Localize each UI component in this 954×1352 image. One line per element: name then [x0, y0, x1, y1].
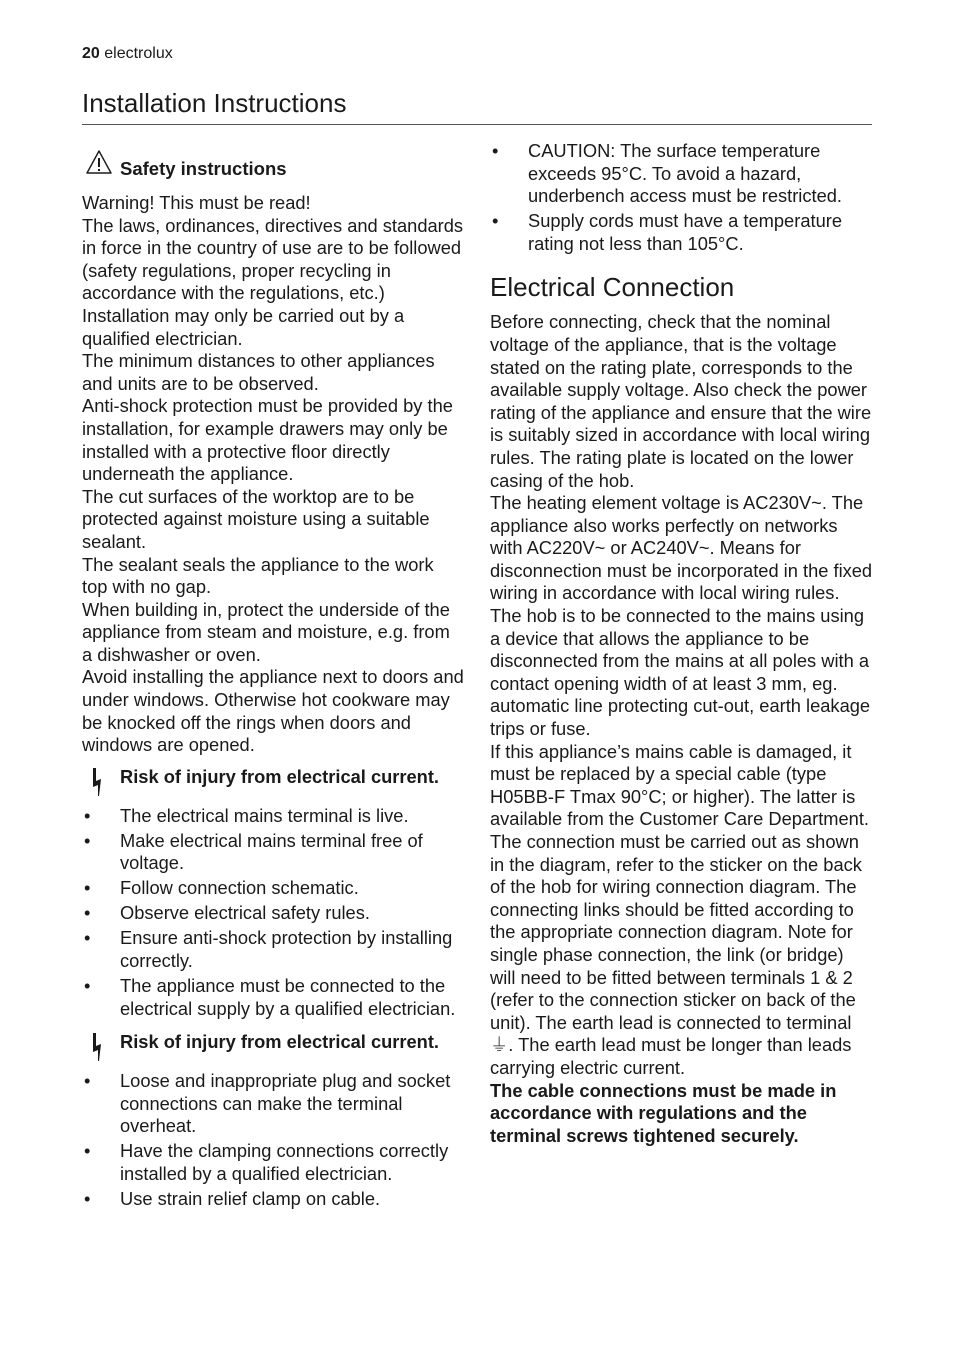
list-item: • Make electrical mains terminal free of voltage. [82, 830, 464, 875]
warning-1-list [82, 805, 464, 1020]
caution-list [490, 140, 874, 255]
page-number: 20 [82, 45, 100, 62]
warning-triangle-icon [85, 149, 113, 175]
intro-line-1: Warning! This must be read! [82, 192, 311, 213]
warning-1-heading [82, 766, 464, 803]
intro-line-5: Anti-shock protection must be provided by the installation, for example drawers may only be installed with a protective floor directly underneath the appliance. [82, 395, 453, 485]
list-item: • Follow connection schematic. [82, 877, 464, 900]
safety-heading: Safety instructions [120, 158, 287, 179]
intro-line-8: When building in, protect the underside of the appliance from steam and moisture, e.g. from a dishwasher or oven. [82, 598, 450, 665]
list-item: • CAUTION: The surface temperature exceeds 95°C. To avoid a hazard, underbench access must be restricted. [490, 140, 874, 208]
warning-1-title: Risk of injury from electrical current. [120, 765, 440, 787]
warning-2-title: Risk of injury from electrical current. [120, 1031, 440, 1053]
bold-paragraph: The cable connections must be made in accordance with regulations and the terminal screws tightened securely. [490, 1079, 837, 1146]
page-header [82, 45, 173, 63]
intro-line-9: Avoid installing the appliance next to doors and under windows. Otherwise hot cookware may be knocked off the rings when doors and windows are opened. [82, 666, 464, 756]
brand-name: electrolux [104, 45, 173, 62]
list-item: • Use strain relief clamp on cable. [82, 1188, 464, 1211]
intro-line-4: The minimum distances to other appliances and units are to be observed. [82, 350, 435, 394]
intro-line-7: The sealant seals the appliance to the work top with no gap. [82, 553, 434, 598]
section-title: Installation Instructions [82, 88, 347, 118]
list-item: • The appliance must be connected to the electrical supply by a qualified electrician. [82, 975, 464, 1020]
list-item: • The electrical mains terminal is live. [82, 805, 464, 828]
warning-2-heading [82, 1031, 464, 1068]
lightning-bolt-icon [82, 1031, 120, 1068]
list-item: • Observe electrical safety rules. [82, 902, 464, 925]
list-item: • Have the clamping connections correctly installed by a qualified electrician. [82, 1140, 464, 1185]
intro-line-2: The laws, ordinances, directives and standards in force in the country of use are to be followed (safety regulations, proper recycling in accordance with the regulations, etc.) [82, 214, 464, 304]
list-item: • Supply cords must have a temperature rating not less than 105°C. [490, 210, 874, 255]
intro-line-6: The cut surfaces of the worktop are to be protected against moisture using a suitable sealant. [82, 485, 430, 552]
title-divider [82, 124, 872, 125]
paragraph: The heating element voltage is AC230V~. The appliance also works perfectly on networks with AC220V~ or AC240V~. Means for disconnection must be incorporated in the fixed wiring in accordance with local wiring rules. [490, 492, 873, 604]
left-column [82, 140, 464, 1210]
warning-2-list [82, 1070, 464, 1210]
list-item: • Ensure anti-shock protection by installing correctly. [82, 927, 464, 972]
list-item: • Loose and inappropriate plug and socket connections can make the terminal overheat. [82, 1070, 464, 1138]
electrical-connection-title: Electrical Connection [490, 272, 735, 303]
right-column [490, 140, 874, 1147]
paragraph: If this appliance’s mains cable is damaged, it must be replaced by a special cable (type H05BB-F Tmax 90°C; or higher). The latter is available from the Customer Care Department. [490, 740, 869, 830]
safety-heading-row [82, 149, 464, 180]
lightning-bolt-icon [82, 766, 120, 803]
intro-line-3: Installation may only be carried out by a qualified electrician. [82, 304, 405, 349]
paragraph: The hob is to be connected to the mains using a device that allows the appliance to be disconnected from the mains at all poles with a contact opening width of at least 3 mm, eg. automatic line protecting cut-out, earth leakage trips or fuse. [490, 605, 871, 740]
paragraph: The connection must be carried out as shown in the diagram, refer to the sticker on the back of the hob for wiring connection diagram. The connecting links should be fitted according to the appropriate connection diagram. Note for single phase connection, the link (or bridge) will need to be fitted between terminals 1 & 2 (refer to the connection sticker on back of the unit). The earth lead is connected to terminal ⏚. The earth lead must be longer than leads carrying electric current. [490, 831, 862, 1078]
paragraph: Before connecting, check that the nominal voltage of the appliance, that is the voltage stated on the rating plate, corresponds to the available supply voltage. Also check the power rating of the appliance and ensure that the wire is suitably sized in accordance with local wiring rules. The rating plate is located on the lower casing of the hob. [490, 311, 872, 491]
